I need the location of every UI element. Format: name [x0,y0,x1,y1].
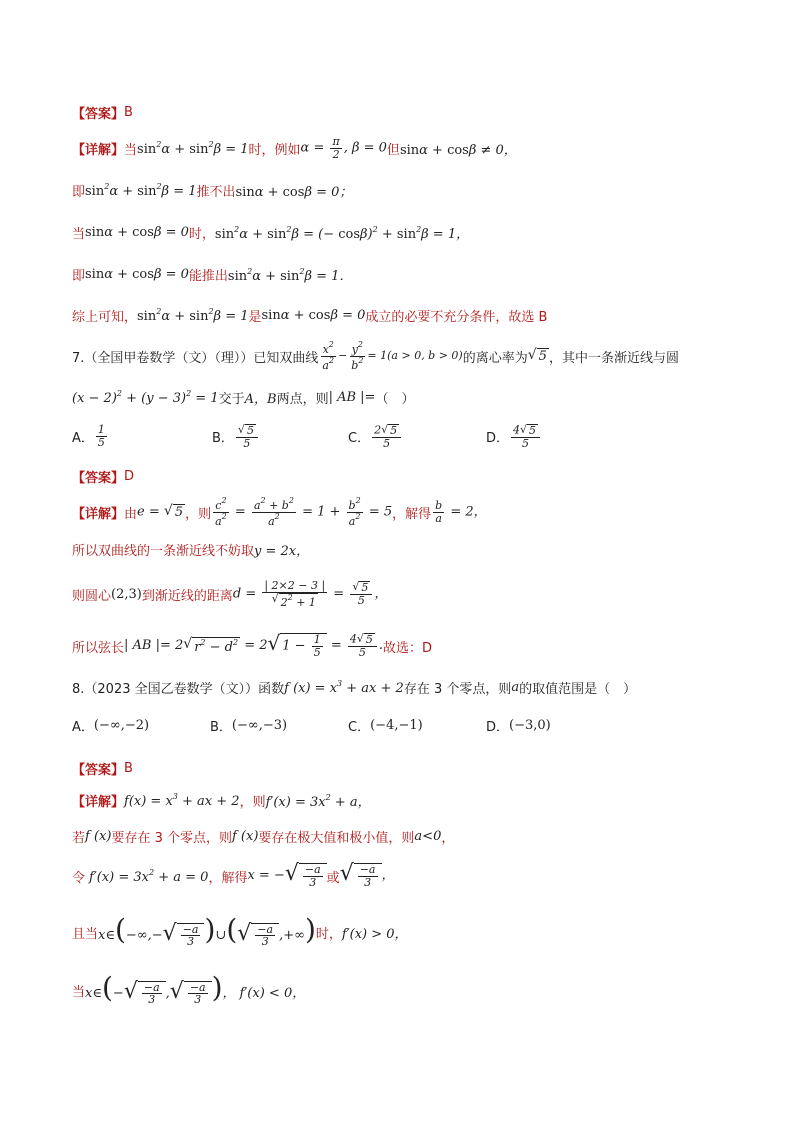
answer-label: 【答案】 [72,762,125,778]
formula: sinα + cosβ = 0； [235,184,353,200]
formula: $\sin^2\alpha + \sin^2\beta = 1$． [227,266,353,284]
text: ，解得 [392,506,432,522]
text: 即 [72,184,86,200]
q8-detail-line-3 [72,862,754,890]
text: 则圆心 [72,588,112,604]
option-label: B． [212,431,234,447]
text: 时， [188,226,215,242]
option-label: D． [486,720,510,735]
q6-detail-line-3 [72,218,754,246]
q8-option-a [72,716,149,735]
formula: | AB |= [328,389,376,405]
q6-answer [72,98,754,126]
text: 但 [386,142,400,158]
option-label: D． [486,431,510,447]
text: 能推出 [188,268,228,284]
answer-value: B [124,104,133,120]
formula: sinα + cosβ = 0 [261,307,366,323]
option-value: √ 5 5 [234,424,260,449]
text: 或 [326,870,340,886]
formula: $f'(x) = 3x^2 + a$， [265,792,371,810]
text: 由 [124,506,138,522]
text: 时， [315,926,342,942]
question-stem: 交于 [218,391,245,407]
variable: a [511,679,520,695]
q7-stem-line-2 [72,383,754,411]
text: 要存在极大值和极小值，则 [258,830,415,846]
formula: sinα + cosβ = 0 [85,224,189,240]
formula: $\sin^2\alpha + \sin^2\beta = 1$ [85,181,197,199]
text: 令 [72,870,86,886]
question-stem: 8.（2023 全国乙卷数学（文））函数 [72,681,285,697]
text: 推不出 [196,184,236,200]
option-value: $\frac{1}{5}$ [97,423,105,449]
q8-option-c [348,716,423,735]
formula: sinα + cosβ = 0 [85,266,189,282]
option-value: (−∞,−3) [231,718,288,733]
formula: $f(x) = x^3$ + ax + 2 [124,791,240,809]
text: ， [441,830,455,846]
text: 当 [72,984,86,1000]
formula: α = $\frac{\pi}{2}$ , β = 0 [300,134,387,161]
q6-detail-line-2 [72,176,754,204]
option-label: C． [348,431,371,447]
text: ，则 [239,794,266,810]
answer-value: B [124,760,133,776]
formula: x∈(− √ $\frac{-a}{3}$ , √ $\frac{-a}{3}$ )， f′(x) < 0， [85,970,306,1007]
text: 故选：D [383,640,433,656]
option-value: 2 √ 5 5 [370,424,403,449]
formula: e = √ 5 [137,503,184,520]
text: 综上可知， [72,309,138,325]
answer-value: D [124,468,135,484]
q7-detail-line-3 [72,580,754,608]
formula: sinα + cosβ ≠ 0， [399,142,517,158]
formula: f (x) [85,828,112,844]
text: 即 [72,268,86,284]
text: 所以双曲线的一条渐近线不妨取 [72,543,255,559]
formula: | AB |= 2 √ $r^2 - d^2$ = 2 √ 1 − $\frac{1}{5}$ = 4 √ 5 5 . [124,631,384,659]
question-stem: 存在 3 个零点，则 [403,681,512,697]
option-label: C． [348,720,371,735]
formula: $\sin^2\alpha + \sin^2\beta = 1$ [137,139,249,157]
option-value: (−4,−1) [370,718,423,733]
formula: y = 2x， [254,543,310,559]
text: 到渐近线的距离 [141,588,233,604]
option-value: (−3,0) [509,718,551,733]
formula: $\frac{c^2}{a^2}$ = $\frac{a^2 + b^2}{a^2}$ = 1 + $\frac{b^2}{a^2}$ = 5 [215,495,393,528]
formula: f (x) [231,828,259,844]
formula: f′(x) > 0， [341,926,408,942]
detail-label: 【详解】 [72,794,125,810]
q6-detail-line-4 [72,260,754,288]
option-value: (−∞,−2) [93,718,150,733]
points: A，B [244,391,277,407]
formula: √ $\frac{-a}{3}$ ， [339,861,395,889]
q7-answer [72,462,754,490]
text: ，解得 [208,870,248,886]
question-stem: 7.（全国甲卷数学（文）（理））已知双曲线 [72,350,319,366]
question-stem: 的离心率为 [462,350,528,366]
q8-option-b [210,716,287,735]
detail-label: 【详解】 [72,506,125,522]
q7-option-a [72,424,109,448]
detail-label: 【详解】 [72,142,125,158]
formula: $f'(x) = 3x^2 + a = 0$ [89,867,209,885]
text: 所以弦长 [72,640,125,656]
question-stem: 的取值范围是（ ） [519,681,637,697]
q8-stem [72,673,754,701]
formula: (2,3) [111,586,142,602]
formula: $\sin^2\alpha + \sin^2\beta$ = (− $\cos\beta)^2 + \sin^2\beta = 1$， [214,224,470,242]
q7-option-c [348,424,403,449]
function-formula: f $(x) = x^3$ + ax + 2 [284,678,404,696]
question-stem: ，其中一条渐近线与圆 [548,350,679,366]
q8-detail-line-4 [72,912,754,952]
q7-detail-line-2 [72,535,754,563]
formula: $\frac{b}{a}$ = 2， [435,498,487,525]
q7-option-b [212,424,260,449]
text: 当 [72,226,86,242]
text: 要存在 3 个零点，则 [111,830,232,846]
circle-formula: $(x - 2)^2 + (y - 3)^2 = 1$ [72,388,219,406]
question-stem: （ ） [375,391,415,407]
q8-option-d [486,716,551,735]
q8-answer [72,754,754,782]
option-label: B． [210,720,232,735]
q7-stem-line-1 [72,339,754,372]
question-stem: 两点，则 [276,391,329,407]
q8-detail-line-2 [72,822,754,850]
option-label: A． [72,720,94,735]
option-value: 4 √ 5 5 [509,424,542,449]
answer-label: 【答案】 [72,470,125,486]
q6-detail-line-1 [72,134,754,162]
q7-detail-line-4 [72,632,754,660]
answer-label: 【答案】 [72,106,125,122]
formula: d = | 2×2 − 3 | √ $2^2 + 1$ = √ 5 5 ， [232,578,388,609]
text: ，则 [185,506,212,522]
q8-detail-line-1 [72,786,754,814]
formula: $\sin^2\alpha + \sin^2\beta = 1$ [137,306,249,324]
option-label: A． [72,430,94,446]
text: 是 [248,309,262,325]
formula: x∈(−∞,− √ $\frac{-a}{3}$ )∪( √ $\frac{-a}{3}$ ,+∞) [98,912,316,949]
text: 若 [72,830,86,846]
text: 且当 [72,926,99,942]
formula: a<0 [414,828,442,844]
text: 时，例如 [248,142,301,158]
text: 成立的必要不充分条件，故选 B [365,309,548,325]
q7-detail-line-1 [72,495,754,528]
q8-detail-line-5 [72,970,754,1010]
formula: x = − √ $\frac{-a}{3}$ [247,863,326,888]
hyperbola-formula: $\frac{x^2}{a^2}$ − $\frac{y^2}{b^2}$ = 1(a > 0, b > 0) [322,339,463,372]
q7-option-d [486,424,542,449]
text: 当 [124,142,138,158]
q6-detail-line-5 [72,301,754,329]
formula: √ 5 [527,347,547,364]
